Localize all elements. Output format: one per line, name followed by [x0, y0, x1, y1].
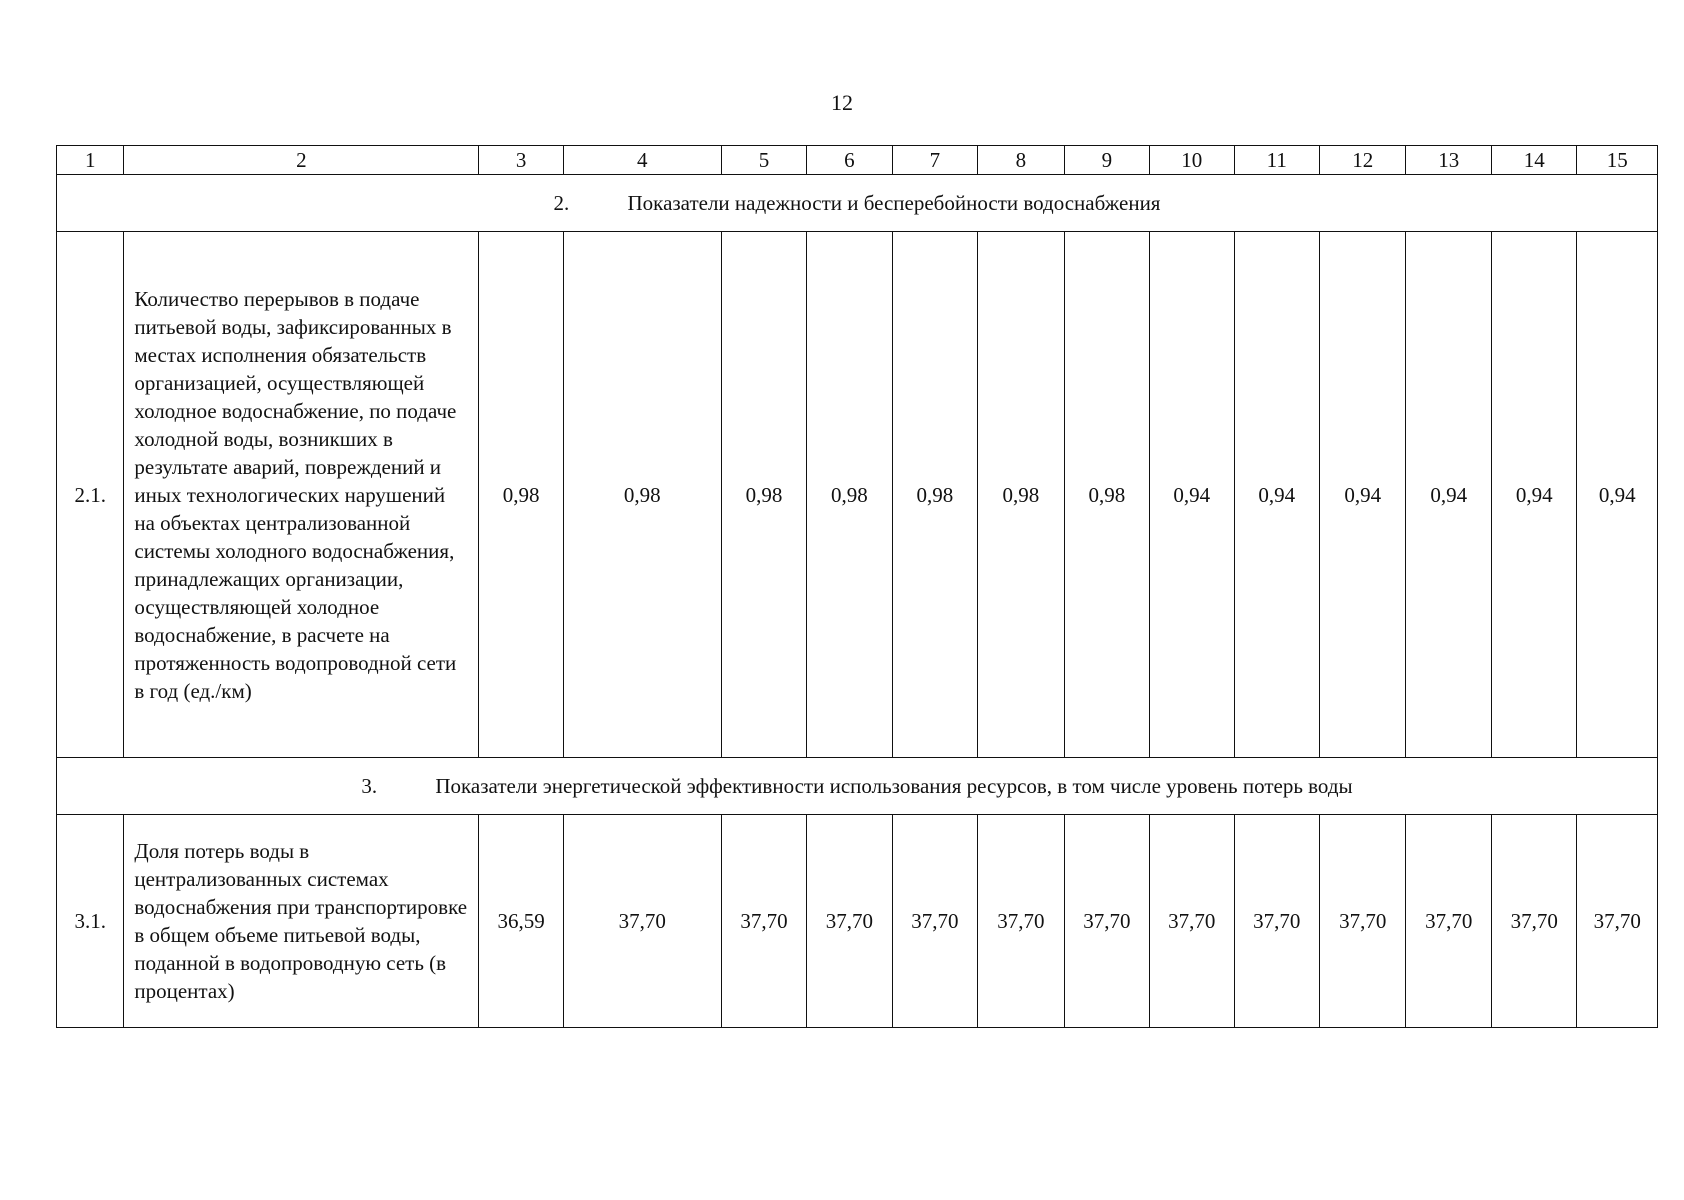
section-title: Показатели энергетической эффективности использования ресурсов, в том числе уровень потерь воды [435, 774, 1353, 798]
value-cell: 37,70 [1234, 815, 1319, 1028]
value-cell: 37,70 [807, 815, 892, 1028]
column-number: 13 [1406, 146, 1491, 175]
column-number: 2 [124, 146, 479, 175]
column-number: 9 [1064, 146, 1149, 175]
section-number: 2. [553, 191, 570, 215]
value-cell: 0,98 [563, 232, 721, 758]
column-number: 14 [1491, 146, 1576, 175]
value-cell: 0,98 [479, 232, 563, 758]
value-cell: 37,70 [1491, 815, 1576, 1028]
value-cell: 0,94 [1320, 232, 1406, 758]
column-number: 3 [479, 146, 563, 175]
column-number: 6 [807, 146, 892, 175]
section-heading [57, 175, 1658, 232]
value-cell: 37,70 [1150, 815, 1234, 1028]
value-cell: 37,70 [1320, 815, 1406, 1028]
indicator-description: Количество перерывов в подаче питьевой воды, зафиксированных в местах исполнения обязательств организацией, осуществляющей холодное водоснабжение, по подаче холодной воды, возникших в результате аварий, повреждений и иных технологических нарушений на объектах централизованной системы холодного водоснабжения, принадлежащих организации, осуществляющей холодное водоснабжение, в расчете на протяженность водопроводной сети в год (ед./км) [124, 232, 479, 758]
column-number-row [57, 146, 1658, 175]
indicator-description: Доля потерь воды в централизованных системах водоснабжения при транспортировке в общем объеме питьевой воды, поданной в водопроводную сеть (в процентах) [124, 815, 479, 1028]
value-cell: 37,70 [1406, 815, 1491, 1028]
value-cell: 0,94 [1406, 232, 1491, 758]
value-cell: 0,94 [1577, 232, 1658, 758]
section-heading-row [57, 758, 1658, 815]
value-cell: 0,98 [807, 232, 892, 758]
value-cell: 0,98 [978, 232, 1064, 758]
value-cell: 37,70 [892, 815, 977, 1028]
column-number: 4 [563, 146, 721, 175]
column-number: 1 [57, 146, 124, 175]
table-row [57, 815, 1658, 1028]
section-heading [57, 758, 1658, 815]
value-cell: 37,70 [1577, 815, 1658, 1028]
column-number: 7 [892, 146, 977, 175]
value-cell: 0,94 [1150, 232, 1234, 758]
row-number: 2.1. [57, 232, 124, 758]
value-cell: 0,98 [1064, 232, 1149, 758]
row-number: 3.1. [57, 815, 124, 1028]
section-number: 3. [361, 774, 378, 798]
value-cell: 37,70 [1064, 815, 1149, 1028]
value-cell: 36,59 [479, 815, 563, 1028]
column-number: 10 [1150, 146, 1234, 175]
table-row [57, 232, 1658, 758]
indicators-table [56, 145, 1658, 1028]
column-number: 15 [1577, 146, 1658, 175]
column-number: 8 [978, 146, 1064, 175]
section-heading-row [57, 175, 1658, 232]
value-cell: 0,98 [721, 232, 806, 758]
value-cell: 0,98 [892, 232, 977, 758]
value-cell: 37,70 [978, 815, 1064, 1028]
page-number: 12 [831, 90, 853, 115]
value-cell: 0,94 [1491, 232, 1576, 758]
section-title: Показатели надежности и бесперебойности водоснабжения [627, 191, 1161, 215]
value-cell: 0,94 [1234, 232, 1319, 758]
column-number: 5 [721, 146, 806, 175]
value-cell: 37,70 [721, 815, 806, 1028]
column-number: 12 [1320, 146, 1406, 175]
value-cell: 37,70 [563, 815, 721, 1028]
column-number: 11 [1234, 146, 1319, 175]
